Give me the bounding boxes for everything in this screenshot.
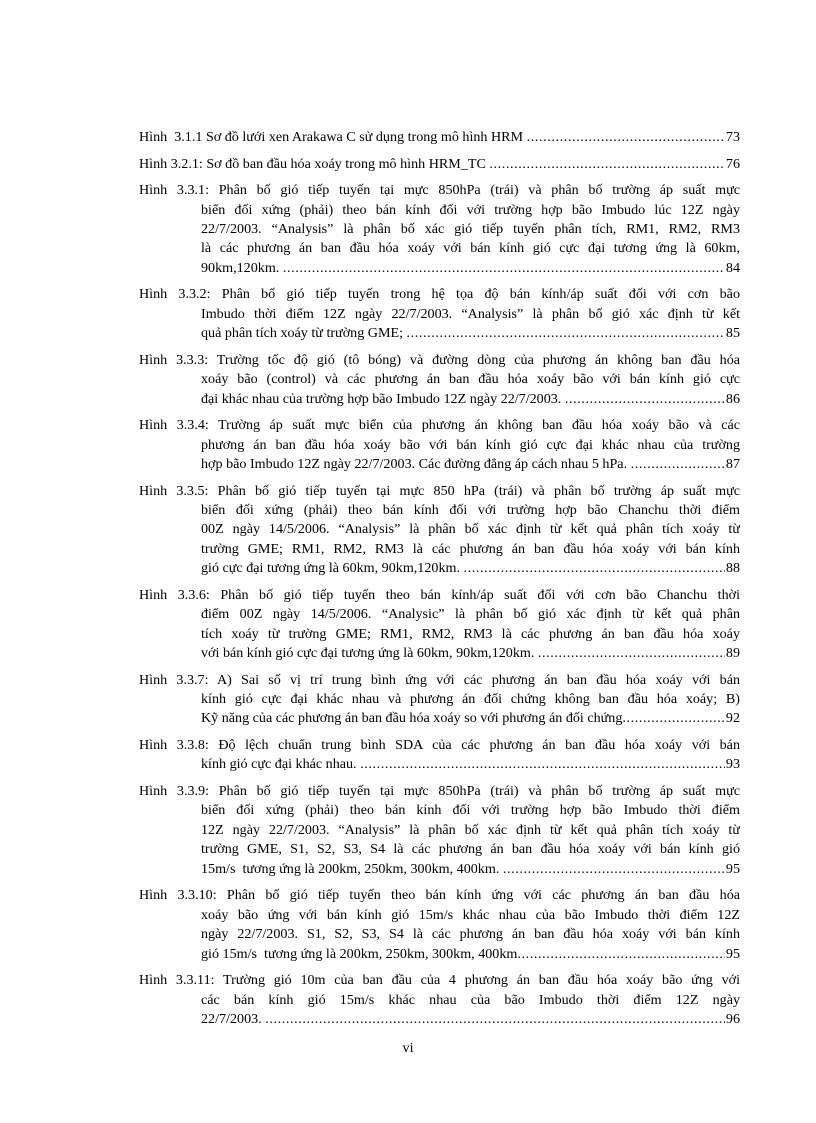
toc-entry-last-line (139, 559, 740, 578)
toc-entry-text: Hình 3.2.1: Sơ đồ ban đầu hóa xoáy trong mô hình HRM_TC (139, 155, 490, 172)
toc-entry-text: hợp bão Imbudo 12Z ngày 22/7/2003. Các đường đẳng áp cách nhau 5 hPa. (201, 456, 631, 473)
toc-entry-last-line (139, 644, 740, 663)
toc-entry-page: 95 (725, 945, 740, 962)
toc-entry-page: 93 (725, 756, 740, 773)
toc-entry-text: ngày 22/7/2003. S1, S2, S3, S4 là các phương án ban đầu hóa xoáy với bán kính (201, 926, 740, 943)
toc-entry-text: kính gió cực đại khác nhau và phương án đối chứng không ban đầu hóa xoáy; B) (201, 691, 740, 708)
toc-entry-text: gió cực đại tương ứng là 60km, 90km,120km. (201, 560, 464, 577)
toc-entry-text: Hình 3.3.3: Trường tốc độ gió (tô bóng) và đường dòng của phương án không ban đầu hóa (139, 351, 740, 368)
list-of-figures (139, 128, 740, 1037)
toc-entry-text: Hình 3.3.6: Phân bố gió tiếp tuyến theo bán kính/áp suất đối với cơn bão Chanchu thời (139, 586, 740, 603)
toc-entry-text: Hình 3.3.4: Trường áp suất mực biển của phương án không ban đầu hóa xoáy bão và các (139, 417, 740, 434)
toc-entry-text: 12Z ngày 22/7/2003. “Analysis” là phân bố xác định từ kết quả phân tích xoáy từ (201, 821, 740, 838)
dot-leader (538, 644, 725, 663)
dot-leader (503, 860, 725, 879)
toc-entry-page: 92 (725, 710, 740, 727)
toc-entry-text: gió 15m/s tương ứng là 200km, 250km, 300km, 400km (201, 945, 518, 962)
dot-leader (622, 709, 725, 728)
dot-leader (407, 324, 725, 343)
toc-entry[interactable] (139, 351, 740, 409)
toc-entry-page: 87 (725, 456, 740, 473)
toc-entry[interactable] (139, 586, 740, 664)
toc-entry-text: Hình 3.3.10: Phân bố gió tiếp tuyến theo bán kính ứng với các phương án ban đầu hóa (139, 887, 740, 904)
toc-entry-text: điểm 00Z ngày 14/5/2006. “Analysic” là phân bố gió xác định từ kết quả phân (201, 606, 740, 623)
dot-leader (489, 155, 725, 174)
toc-entry-text: 22/7/2003. “Analysis” là phân bố xác gió tiếp tuyến phân tích, RM1, RM2, RM3 (201, 221, 740, 237)
toc-entry-page: 86 (725, 390, 740, 407)
toc-entry-text: là các phương án ban đầu hóa xoáy với bán kính gió cực đại tương ứng là 60km, (201, 240, 740, 257)
dot-leader (283, 259, 725, 278)
toc-entry-page: 73 (725, 129, 740, 145)
toc-entry-last-line (139, 128, 740, 147)
toc-entry-page: 85 (725, 325, 740, 342)
toc-entry-text: Kỹ năng của các phương án ban đầu hóa xoáy so với phương án đối chứng (201, 710, 623, 727)
toc-entry[interactable] (139, 782, 740, 879)
toc-entry[interactable] (139, 128, 740, 147)
toc-entry-text: Hình 3.1.1 Sơ đồ lưới xen Arakawa C sử dụng trong mô hình HRM (139, 129, 527, 145)
toc-entry[interactable] (139, 416, 740, 474)
dot-leader (265, 1010, 725, 1029)
toc-entry-page: 88 (725, 560, 740, 577)
toc-entry-text: Hình 3.3.7: A) Sai số vị trí trung bình ứng với các phương án ban đầu hóa xoáy với bán (139, 671, 740, 688)
toc-entry-text: Hình 3.3.1: Phân bố gió tiếp tuyến tại mực 850hPa (trái) và phân bố trường áp suất mực (139, 182, 740, 199)
toc-entry-last-line (139, 455, 740, 474)
toc-entry-last-line (139, 390, 740, 409)
toc-entry-text: Hình 3.3.11: Trường gió 10m của ban đầu của 4 phương án ban đầu hóa xoáy bão ứng với (139, 972, 740, 989)
dot-leader (517, 945, 725, 964)
dot-leader (464, 559, 725, 578)
dot-leader (631, 455, 725, 474)
toc-entry-text: 22/7/2003. (201, 1010, 266, 1027)
toc-entry-text: 90km,120km. (201, 259, 283, 276)
toc-entry-text: biển đối xứng (phải) theo bán kính đối với trường hợp bão Chanchu thời điểm (201, 502, 740, 519)
toc-entry-page: 95 (725, 860, 740, 877)
toc-entry-text: biển đối xứng (phải) theo bán kính đối với trường hợp bão Imbudo lúc 12Z ngày (201, 201, 740, 218)
toc-entry[interactable] (139, 671, 740, 729)
toc-entry[interactable] (139, 285, 740, 343)
dot-leader (565, 390, 725, 409)
toc-entry[interactable] (139, 155, 740, 174)
toc-entry[interactable] (139, 482, 740, 579)
toc-entry-text: trường GME, S1, S2, S3, S4 là các phương án ban đầu hóa xoáy với bán kính gió (201, 841, 740, 858)
toc-entry-text: Hình 3.3.8: Độ lệch chuẩn trung bình SDA của các phương án ban đầu hóa xoáy với bán (139, 737, 740, 754)
toc-entry-last-line (139, 1010, 740, 1029)
toc-entry-last-line (139, 755, 740, 774)
toc-entry-text: Hình 3.3.5: Phân bố gió tiếp tuyến tại mực 850 hPa (trái) và phân bố trường áp suất mực (139, 482, 740, 499)
toc-entry-text: các bán kính gió 15m/s khác nhau của bão Imbudo thời điểm 12Z ngày (201, 991, 740, 1008)
toc-entry-text: xoáy bão (control) và các phương án ban đầu hóa xoáy bão với bán kính gió cực (201, 371, 740, 388)
dot-leader (527, 128, 725, 147)
toc-entry-last-line (139, 259, 740, 278)
toc-entry-text: Hình 3.3.2: Phân bố gió tiếp tuyến trong hệ tọa độ bán kính/áp suất đối với cơn bão (139, 286, 740, 303)
toc-entry-last-line (139, 709, 740, 728)
toc-entry-text: đại khác nhau của trường hợp bão Imbudo 12Z ngày 22/7/2003. (201, 390, 565, 407)
toc-entry-page: 84 (725, 259, 740, 276)
toc-entry-text: với bán kính gió cực đại tương ứng là 60km, 90km,120km. (201, 645, 538, 662)
toc-entry-page: 89 (725, 645, 740, 662)
toc-entry-text: trường GME; RM1, RM2, RM3 là các phương án ban đầu hóa xoáy với bán kính (201, 540, 740, 557)
toc-entry-text: phương án ban đầu hóa xoáy bão với bán kính gió cực đại khác nhau của trường (201, 436, 740, 453)
toc-entry-last-line (139, 860, 740, 879)
toc-entry[interactable] (139, 736, 740, 775)
toc-entry-text: xoáy bão ứng với bán kính gió 15m/s khác nhau của bão Imbudo thời điểm 12Z (201, 906, 740, 923)
toc-entry-last-line (139, 324, 740, 343)
toc-entry-page: 76 (725, 155, 740, 172)
toc-entry-text: 15m/s tương ứng là 200km, 250km, 300km, 400km. (201, 860, 503, 877)
toc-entry-text: kính gió cực đại khác nhau. (201, 756, 361, 773)
toc-entry-text: Hình 3.3.9: Phân bố gió tiếp tuyến tại mực 850hPa (trái) và phân bố trường áp suất mực (139, 783, 740, 800)
toc-entry-text: Imbudo thời điểm 12Z ngày 22/7/2003. “Analysis” là phân bố gió xác định từ kết (201, 305, 740, 322)
toc-entry-text: tích xoáy từ trường GME; RM1, RM2, RM3 là các phương án ban đầu hóa xoáy (201, 625, 740, 642)
dot-leader (360, 755, 725, 774)
toc-entry[interactable] (139, 971, 740, 1029)
toc-entry-text: 00Z ngày 14/5/2006. “Analysis” là phân bố xác định từ kết quả phân tích xoáy từ (201, 521, 740, 538)
toc-entry-text: biển đối xứng (phải) theo bán kính đối với trường hợp bão Imbudo thời điểm (201, 802, 740, 819)
toc-entry-page: 96 (725, 1010, 740, 1027)
toc-entry[interactable] (139, 181, 740, 278)
toc-entry-text: quả phân tích xoáy từ trường GME; (201, 325, 407, 342)
toc-entry[interactable] (139, 886, 740, 964)
toc-entry-last-line (139, 155, 740, 174)
toc-entry-last-line (139, 945, 740, 964)
page-number: vi (402, 1040, 414, 1056)
